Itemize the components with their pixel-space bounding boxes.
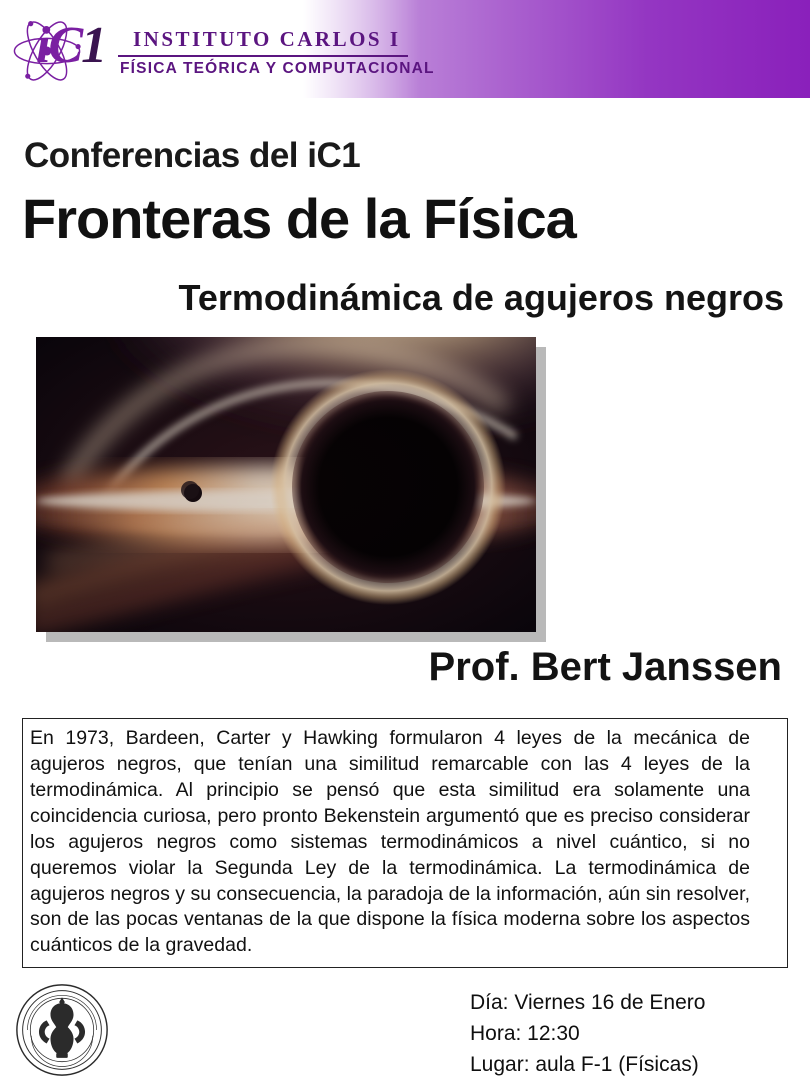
abstract-text: En 1973, Bardeen, Carter y Hawking formularon 4 leyes de la mecánica de agujeros negros, que tenían una similitud remarcable con las 4 leyes de la termodinámica. Al principio se pensó que esta similitud era solamente una coincidencia curiosa, pero pronto Bekenstein argumentó que es preciso considerar los agujeros negros como sistemas termodinámicos a nivel cuántico, si no queremos violar la Segunda Ley de la termodinámica. La termodinámica de agujeros negros y su consecuencia, la paradoja de la información, aún sin resolver, son de las pocas ventanas de la que dispone la física moderna sobre los aspectos cuánticos de la gravedad.: [30, 727, 750, 957]
series-label: Conferencias del iC1: [24, 136, 361, 175]
page-footer: [0, 978, 810, 1080]
ici-logo: [36, 17, 106, 74]
black-hole-image: [36, 337, 536, 632]
event-place: Lugar: aula F-1 (Físicas): [470, 1052, 699, 1076]
page-subtitle: Termodinámica de agujeros negros: [178, 277, 784, 318]
page-header: [0, 0, 810, 98]
university-seal-icon: [14, 982, 110, 1078]
hero-image-wrapper: [36, 337, 536, 632]
event-details: [470, 988, 705, 1081]
speaker-name: Prof. Bert Janssen: [428, 645, 782, 689]
ici-logo-text: iC1: [36, 17, 106, 74]
institute-subtitle: FÍSICA TEÓRICA Y COMPUTACIONAL: [120, 60, 435, 77]
institute-name: INSTITUTO CARLOS I: [133, 27, 401, 51]
page-title: Fronteras de la Física: [22, 187, 576, 250]
header-divider: [118, 55, 408, 57]
event-time: Hora: 12:30: [470, 1021, 580, 1045]
event-day: Día: Viernes 16 de Enero: [470, 991, 706, 1014]
